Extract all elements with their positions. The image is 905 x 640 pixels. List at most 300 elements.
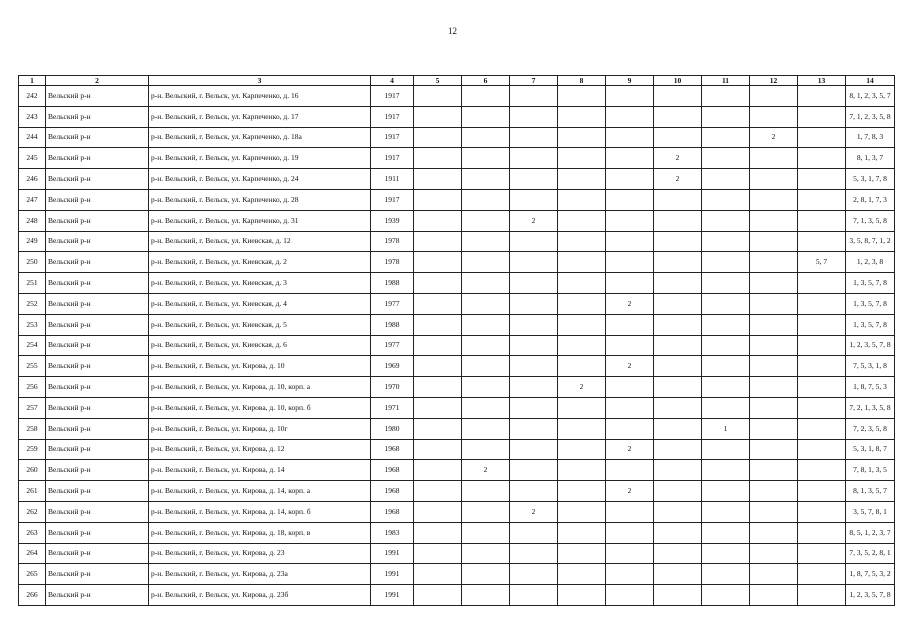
col5-cell	[414, 377, 462, 398]
address-cell: р-н. Вельский, г. Вельск, ул. Киевская, д. 2	[149, 252, 371, 273]
col9-cell	[606, 86, 654, 107]
address-cell: р-н. Вельский, г. Вельск, ул. Киевская, д. 3	[149, 273, 371, 294]
col14-cell: 1, 2, 3, 8	[846, 252, 895, 273]
col8-cell	[558, 356, 606, 377]
row-number: 252	[19, 293, 46, 314]
col13-cell	[798, 231, 846, 252]
col5-cell	[414, 543, 462, 564]
year-cell: 1917	[371, 127, 414, 148]
col6-cell	[462, 106, 510, 127]
year-cell: 1917	[371, 148, 414, 169]
col14-cell: 1, 3, 5, 7, 8	[846, 273, 895, 294]
col7-cell	[510, 460, 558, 481]
col5-cell	[414, 293, 462, 314]
col10-cell	[654, 397, 702, 418]
col8-cell	[558, 148, 606, 169]
row-number: 263	[19, 522, 46, 543]
district-cell: Вельский р-н	[46, 86, 149, 107]
row-number: 255	[19, 356, 46, 377]
col10-cell	[654, 501, 702, 522]
col7-cell	[510, 148, 558, 169]
year-cell: 1977	[371, 335, 414, 356]
col6-cell	[462, 439, 510, 460]
col7-cell	[510, 356, 558, 377]
col14-cell: 1, 2, 3, 5, 7, 8	[846, 335, 895, 356]
col5-cell	[414, 501, 462, 522]
year-cell: 1991	[371, 585, 414, 606]
col6-cell	[462, 148, 510, 169]
table-body	[19, 86, 895, 606]
table-row	[19, 501, 895, 522]
col10-cell	[654, 106, 702, 127]
col10-cell: 2	[654, 148, 702, 169]
row-number: 242	[19, 86, 46, 107]
col13-cell	[798, 418, 846, 439]
col8-cell	[558, 189, 606, 210]
col12-cell	[750, 585, 798, 606]
row-number: 256	[19, 377, 46, 398]
row-number: 249	[19, 231, 46, 252]
address-cell: р-н. Вельский, г. Вельск, ул. Киевская, д. 4	[149, 293, 371, 314]
col5-cell	[414, 335, 462, 356]
col5-cell	[414, 127, 462, 148]
col13-cell	[798, 293, 846, 314]
col14-cell: 7, 1, 2, 3, 5, 8	[846, 106, 895, 127]
col12-cell	[750, 543, 798, 564]
col8-cell	[558, 293, 606, 314]
row-number: 260	[19, 460, 46, 481]
row-number: 245	[19, 148, 46, 169]
col7-cell	[510, 231, 558, 252]
col8-cell	[558, 418, 606, 439]
address-cell: р-н. Вельский, г. Вельск, ул. Карпеченко, д. 18а	[149, 127, 371, 148]
col7-cell	[510, 293, 558, 314]
col5-cell	[414, 564, 462, 585]
district-cell: Вельский р-н	[46, 501, 149, 522]
district-cell: Вельский р-н	[46, 356, 149, 377]
year-cell: 1911	[371, 169, 414, 190]
col13-cell	[798, 106, 846, 127]
col13-cell	[798, 273, 846, 294]
col6-cell	[462, 522, 510, 543]
col10-cell	[654, 252, 702, 273]
col13-cell	[798, 377, 846, 398]
col11-cell	[702, 169, 750, 190]
col11-cell	[702, 501, 750, 522]
col11-cell	[702, 335, 750, 356]
col9-cell	[606, 501, 654, 522]
column-header-2: 2	[46, 76, 149, 86]
col7-cell	[510, 439, 558, 460]
column-header-9: 9	[606, 76, 654, 86]
address-cell: р-н. Вельский, г. Вельск, ул. Кирова, д. 10, корп. а	[149, 377, 371, 398]
col6-cell	[462, 335, 510, 356]
district-cell: Вельский р-н	[46, 481, 149, 502]
col10-cell	[654, 210, 702, 231]
col13-cell	[798, 522, 846, 543]
row-number: 250	[19, 252, 46, 273]
col6-cell	[462, 418, 510, 439]
col5-cell	[414, 252, 462, 273]
col9-cell	[606, 106, 654, 127]
col6-cell	[462, 169, 510, 190]
col9-cell	[606, 273, 654, 294]
address-cell: р-н. Вельский, г. Вельск, ул. Карпеченко, д. 17	[149, 106, 371, 127]
col7-cell: 2	[510, 501, 558, 522]
col5-cell	[414, 169, 462, 190]
col12-cell	[750, 522, 798, 543]
col11-cell	[702, 293, 750, 314]
col12-cell	[750, 148, 798, 169]
col14-cell: 1, 3, 5, 7, 8	[846, 314, 895, 335]
col12-cell	[750, 335, 798, 356]
col11-cell	[702, 273, 750, 294]
year-cell: 1978	[371, 231, 414, 252]
col5-cell	[414, 314, 462, 335]
district-cell: Вельский р-н	[46, 314, 149, 335]
col8-cell	[558, 501, 606, 522]
col13-cell	[798, 314, 846, 335]
address-cell: р-н. Вельский, г. Вельск, ул. Кирова, д. 10г	[149, 418, 371, 439]
col13-cell	[798, 356, 846, 377]
column-header-11: 11	[702, 76, 750, 86]
district-cell: Вельский р-н	[46, 564, 149, 585]
col9-cell	[606, 585, 654, 606]
col6-cell	[462, 86, 510, 107]
col6-cell: 2	[462, 460, 510, 481]
year-cell: 1988	[371, 273, 414, 294]
district-cell: Вельский р-н	[46, 397, 149, 418]
year-cell: 1917	[371, 86, 414, 107]
col9-cell	[606, 543, 654, 564]
col13-cell	[798, 501, 846, 522]
col6-cell	[462, 231, 510, 252]
address-cell: р-н. Вельский, г. Вельск, ул. Кирова, д. 14, корп. а	[149, 481, 371, 502]
col8-cell	[558, 106, 606, 127]
address-cell: р-н. Вельский, г. Вельск, ул. Кирова, д. 10	[149, 356, 371, 377]
col11-cell	[702, 210, 750, 231]
district-cell: Вельский р-н	[46, 377, 149, 398]
col9-cell	[606, 564, 654, 585]
col7-cell	[510, 106, 558, 127]
col13-cell	[798, 439, 846, 460]
address-cell: р-н. Вельский, г. Вельск, ул. Кирова, д. 14	[149, 460, 371, 481]
district-cell: Вельский р-н	[46, 460, 149, 481]
col7-cell	[510, 481, 558, 502]
district-cell: Вельский р-н	[46, 293, 149, 314]
col11-cell	[702, 564, 750, 585]
col5-cell	[414, 585, 462, 606]
col9-cell	[606, 522, 654, 543]
table-row	[19, 564, 895, 585]
col5-cell	[414, 231, 462, 252]
col7-cell: 2	[510, 210, 558, 231]
col9-cell	[606, 397, 654, 418]
col6-cell	[462, 564, 510, 585]
year-cell: 1968	[371, 481, 414, 502]
year-cell: 1983	[371, 522, 414, 543]
column-header-8: 8	[558, 76, 606, 86]
col12-cell	[750, 501, 798, 522]
table-row	[19, 335, 895, 356]
col10-cell	[654, 356, 702, 377]
table-row	[19, 314, 895, 335]
district-cell: Вельский р-н	[46, 522, 149, 543]
col6-cell	[462, 189, 510, 210]
table-row	[19, 397, 895, 418]
col7-cell	[510, 314, 558, 335]
district-cell: Вельский р-н	[46, 543, 149, 564]
col6-cell	[462, 314, 510, 335]
col7-cell	[510, 585, 558, 606]
col5-cell	[414, 439, 462, 460]
district-cell: Вельский р-н	[46, 273, 149, 294]
col9-cell	[606, 189, 654, 210]
row-number: 264	[19, 543, 46, 564]
col14-cell: 1, 7, 8, 3	[846, 127, 895, 148]
address-cell: р-н. Вельский, г. Вельск, ул. Кирова, д. 14, корп. б	[149, 501, 371, 522]
year-cell: 1988	[371, 314, 414, 335]
col6-cell	[462, 397, 510, 418]
col7-cell	[510, 273, 558, 294]
col5-cell	[414, 273, 462, 294]
page-number: 12	[448, 26, 457, 36]
col14-cell: 1, 8, 7, 5, 3	[846, 377, 895, 398]
row-number: 266	[19, 585, 46, 606]
col10-cell	[654, 293, 702, 314]
col12-cell	[750, 356, 798, 377]
col7-cell	[510, 522, 558, 543]
col12-cell	[750, 377, 798, 398]
col6-cell	[462, 210, 510, 231]
col10-cell	[654, 273, 702, 294]
column-header-13: 13	[798, 76, 846, 86]
col9-cell: 2	[606, 293, 654, 314]
col14-cell: 7, 8, 1, 3, 5	[846, 460, 895, 481]
column-header-7: 7	[510, 76, 558, 86]
col8-cell	[558, 543, 606, 564]
address-cell: р-н. Вельский, г. Вельск, ул. Кирова, д. 23а	[149, 564, 371, 585]
col7-cell	[510, 86, 558, 107]
col9-cell	[606, 460, 654, 481]
year-cell: 1977	[371, 293, 414, 314]
col10-cell	[654, 439, 702, 460]
col10-cell	[654, 189, 702, 210]
col12-cell	[750, 252, 798, 273]
col10-cell	[654, 418, 702, 439]
district-cell: Вельский р-н	[46, 210, 149, 231]
col12-cell	[750, 460, 798, 481]
table-row	[19, 189, 895, 210]
col9-cell	[606, 127, 654, 148]
col8-cell	[558, 210, 606, 231]
col14-cell: 2, 8, 1, 7, 3	[846, 189, 895, 210]
col13-cell	[798, 335, 846, 356]
year-cell: 1980	[371, 418, 414, 439]
col11-cell	[702, 481, 750, 502]
col12-cell	[750, 169, 798, 190]
col13-cell	[798, 148, 846, 169]
col6-cell	[462, 377, 510, 398]
col9-cell	[606, 169, 654, 190]
year-cell: 1917	[371, 189, 414, 210]
district-cell: Вельский р-н	[46, 418, 149, 439]
col9-cell	[606, 210, 654, 231]
col10-cell	[654, 314, 702, 335]
address-cell: р-н. Вельский, г. Вельск, ул. Киевская, д. 5	[149, 314, 371, 335]
col8-cell	[558, 397, 606, 418]
row-number: 246	[19, 169, 46, 190]
address-cell: р-н. Вельский, г. Вельск, ул. Киевская, д. 12	[149, 231, 371, 252]
year-cell: 1970	[371, 377, 414, 398]
col5-cell	[414, 418, 462, 439]
col12-cell	[750, 210, 798, 231]
col10-cell	[654, 564, 702, 585]
col12-cell	[750, 397, 798, 418]
col10-cell	[654, 543, 702, 564]
column-header-14: 14	[846, 76, 895, 86]
table-row	[19, 231, 895, 252]
column-header-6: 6	[462, 76, 510, 86]
col12-cell	[750, 86, 798, 107]
col14-cell: 8, 1, 2, 3, 5, 7	[846, 86, 895, 107]
col10-cell	[654, 522, 702, 543]
year-cell: 1991	[371, 564, 414, 585]
col14-cell: 1, 2, 3, 5, 7, 8	[846, 585, 895, 606]
col9-cell	[606, 148, 654, 169]
col14-cell: 3, 5, 8, 7, 1, 2	[846, 231, 895, 252]
col7-cell	[510, 564, 558, 585]
column-header-4: 4	[371, 76, 414, 86]
col5-cell	[414, 210, 462, 231]
year-cell: 1968	[371, 501, 414, 522]
col10-cell	[654, 377, 702, 398]
col10-cell	[654, 335, 702, 356]
col13-cell	[798, 481, 846, 502]
col6-cell	[462, 127, 510, 148]
col6-cell	[462, 293, 510, 314]
table-row	[19, 273, 895, 294]
col12-cell	[750, 293, 798, 314]
table-row	[19, 377, 895, 398]
register-table	[18, 75, 895, 606]
col5-cell	[414, 460, 462, 481]
address-cell: р-н. Вельский, г. Вельск, ул. Карпеченко, д. 19	[149, 148, 371, 169]
year-cell: 1968	[371, 460, 414, 481]
col5-cell	[414, 148, 462, 169]
row-number: 261	[19, 481, 46, 502]
district-cell: Вельский р-н	[46, 585, 149, 606]
district-cell: Вельский р-н	[46, 439, 149, 460]
col11-cell	[702, 397, 750, 418]
col6-cell	[462, 481, 510, 502]
col10-cell: 2	[654, 169, 702, 190]
col9-cell	[606, 314, 654, 335]
col13-cell	[798, 169, 846, 190]
col11-cell	[702, 231, 750, 252]
col10-cell	[654, 127, 702, 148]
col12-cell	[750, 106, 798, 127]
district-cell: Вельский р-н	[46, 335, 149, 356]
row-number: 259	[19, 439, 46, 460]
col9-cell	[606, 377, 654, 398]
col11-cell	[702, 377, 750, 398]
col8-cell	[558, 127, 606, 148]
table-row	[19, 418, 895, 439]
col6-cell	[462, 585, 510, 606]
district-cell: Вельский р-н	[46, 169, 149, 190]
col14-cell: 5, 3, 1, 8, 7	[846, 439, 895, 460]
col6-cell	[462, 356, 510, 377]
table-row	[19, 293, 895, 314]
district-cell: Вельский р-н	[46, 148, 149, 169]
col12-cell	[750, 418, 798, 439]
table-row	[19, 252, 895, 273]
col8-cell	[558, 439, 606, 460]
col8-cell	[558, 481, 606, 502]
year-cell: 1969	[371, 356, 414, 377]
col5-cell	[414, 86, 462, 107]
col8-cell	[558, 585, 606, 606]
col8-cell	[558, 460, 606, 481]
col10-cell	[654, 481, 702, 502]
col14-cell: 7, 2, 1, 3, 5, 8	[846, 397, 895, 418]
year-cell: 1968	[371, 439, 414, 460]
col10-cell	[654, 460, 702, 481]
table-row	[19, 481, 895, 502]
col11-cell	[702, 189, 750, 210]
column-header-5: 5	[414, 76, 462, 86]
col8-cell	[558, 564, 606, 585]
address-cell: р-н. Вельский, г. Вельск, ул. Карпеченко, д. 24	[149, 169, 371, 190]
table-row	[19, 585, 895, 606]
year-cell: 1971	[371, 397, 414, 418]
col8-cell	[558, 335, 606, 356]
col5-cell	[414, 397, 462, 418]
col14-cell: 1, 3, 5, 7, 8	[846, 293, 895, 314]
col9-cell	[606, 252, 654, 273]
year-cell: 1978	[371, 252, 414, 273]
col14-cell: 7, 3, 5, 2, 8, 1	[846, 543, 895, 564]
col6-cell	[462, 501, 510, 522]
col7-cell	[510, 169, 558, 190]
table-row	[19, 460, 895, 481]
col12-cell	[750, 231, 798, 252]
col14-cell: 5, 3, 1, 7, 8	[846, 169, 895, 190]
district-cell: Вельский р-н	[46, 127, 149, 148]
col8-cell	[558, 86, 606, 107]
col13-cell	[798, 210, 846, 231]
col11-cell	[702, 356, 750, 377]
col11-cell	[702, 585, 750, 606]
row-number: 257	[19, 397, 46, 418]
col14-cell: 8, 5, 1, 2, 3, 7	[846, 522, 895, 543]
address-cell: р-н. Вельский, г. Вельск, ул. Кирова, д. 23б	[149, 585, 371, 606]
col13-cell	[798, 585, 846, 606]
col11-cell	[702, 127, 750, 148]
row-number: 244	[19, 127, 46, 148]
district-cell: Вельский р-н	[46, 231, 149, 252]
col9-cell	[606, 335, 654, 356]
col11-cell	[702, 148, 750, 169]
col13-cell	[798, 189, 846, 210]
col11-cell	[702, 522, 750, 543]
col5-cell	[414, 189, 462, 210]
table-row	[19, 522, 895, 543]
col5-cell	[414, 481, 462, 502]
col5-cell	[414, 356, 462, 377]
table-row	[19, 210, 895, 231]
